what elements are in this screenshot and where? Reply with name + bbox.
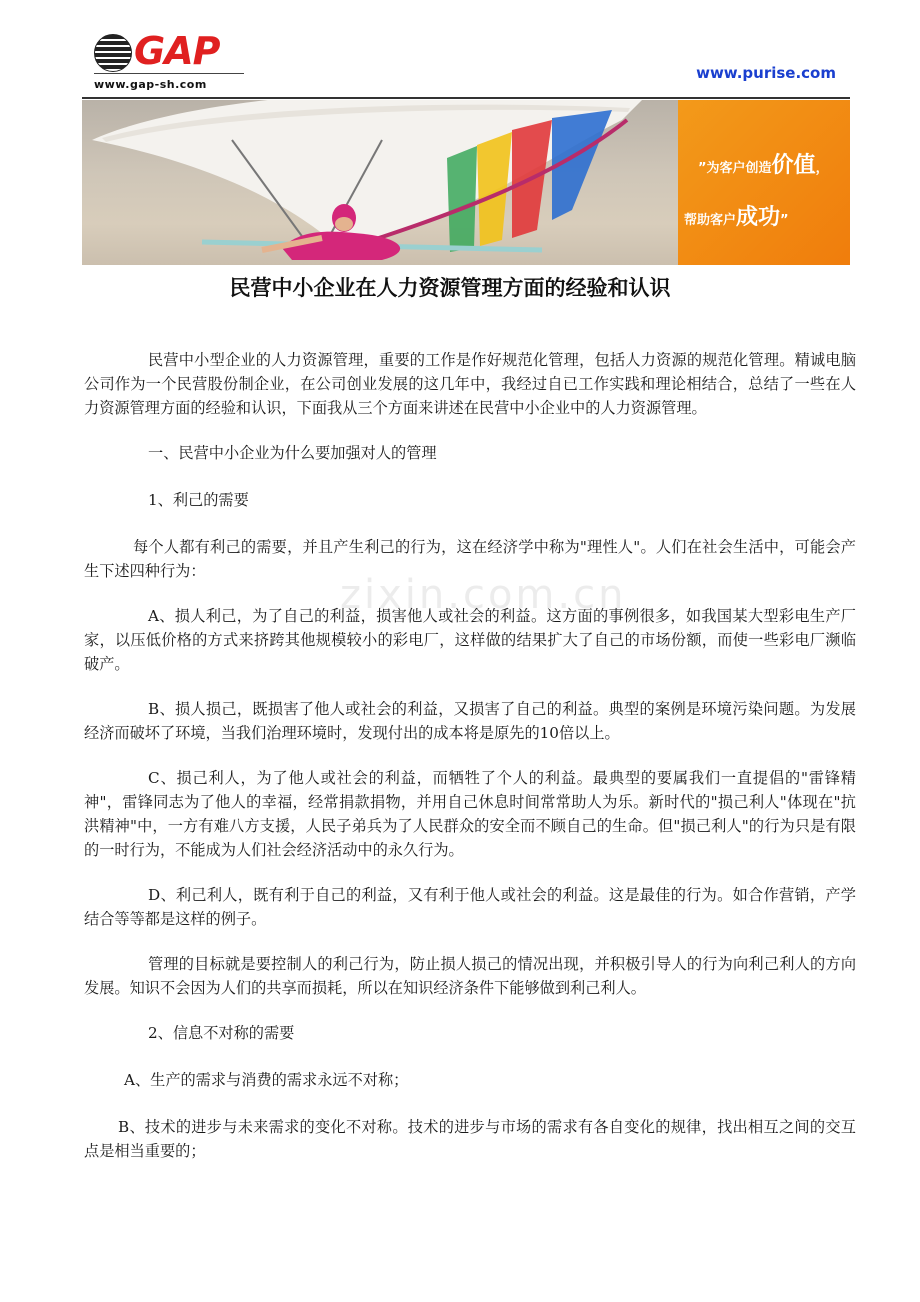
paragraph-rational-man: 每个人都有利己的需要，并且产生利己的行为，这在经济学中称为"理性人"。人们在社会生活中，可能会产生下述四种行为： [84,538,856,580]
subsection-heading-2: 2、信息不对称的需要 [148,1024,295,1042]
paragraph-behavior-a: A、损人利己，为了自己的利益，损害他人或社会的利益。这方面的事例很多，如我国某大型彩电生产厂家，以压低价格的方式来挤跨其他规模较小的彩电厂，这样做的结果扩大了自己的市场份额，而使一些彩电厂濒临破产。 [84,607,856,673]
document-title: 民营中小企业在人力资源管理方面的经验和认识 [229,276,671,300]
paragraph-asymmetry-a: A、生产的需求与消费的需求永远不对称； [124,1071,409,1089]
paragraph-behavior-d: D、利己利人，既有利于自己的利益，又有利于他人或社会的利益。这是最佳的行为。如合作营销，产学结合等等都是这样的例子。 [84,886,856,928]
document-body [84,348,856,1184]
paragraph-asymmetry-b: B、技术的进步与未来需求的变化不对称。技术的进步与市场的需求有各自变化的规律，找出相互之间的交互点是相当重要的； [84,1118,856,1160]
header-divider [82,97,850,99]
site-url-link[interactable]: www.purise.com [696,64,836,82]
slogan-line-1: ”为客户创造价值， [698,153,829,178]
paragraph-management-goal: 管理的目标就是要控制人的利己行为，防止损人损己的情况出现，并积极引导人的行为向利己利人的方向发展。知识不会因为人们的共享而损耗，所以在知识经济条件下能够做到利己利人。 [84,955,856,997]
watermark: zixin.com.cn [340,572,627,618]
gap-logo [94,30,244,94]
logo-text: GAP [134,29,220,73]
subsection-heading-1: 1、利己的需要 [148,491,249,509]
paragraph-behavior-c: C、损己利人，为了他人或社会的利益，而牺牲了个人的利益。最典型的要属我们一直提倡的"雷锋精神"，雷锋同志为了他人的幸福，经常捐款捐物，并用自己休息时间常常助人为乐。新时代的"损己利人"体现在"抗洪精神"中，一方有难八方支援，人民子弟兵为了人民群众的安全而不顾自己的生命。但"损己利人"的行为只是有限的一时行为，不能成为人们社会经济活动中的永久行为。 [84,769,856,859]
section-heading-1: 一、民营中小企业为什么要加强对人的管理 [148,444,437,462]
slogan-line-2: 帮助客户成功” [684,205,789,230]
page-header [82,28,850,98]
paragraph-behavior-b: B、损人损己，既损害了他人或社会的利益，又损害了自己的利益。典型的案例是环境污染问题。为发展经济而破坏了环境，当我们治理环境时，发现付出的成本将是原先的10倍以上。 [84,700,856,742]
banner [82,100,850,265]
globe-icon [94,34,132,72]
hang-glider-image [82,100,678,265]
logo-url: www.gap-sh.com [94,78,207,91]
paragraph-intro: 民营中小型企业的人力资源管理，重要的工作是作好规范化管理，包括人力资源的规范化管理。精诚电脑公司作为一个民营股份制企业，在公司创业发展的这几年中，我经过自已工作实践和理论相结合，总结了一些在人力资源管理方面的经验和认识，下面我从三个方面来讲述在民营中小企业中的人力资源管理。 [84,351,856,417]
slogan-panel [678,100,850,265]
logo-divider [94,73,244,74]
